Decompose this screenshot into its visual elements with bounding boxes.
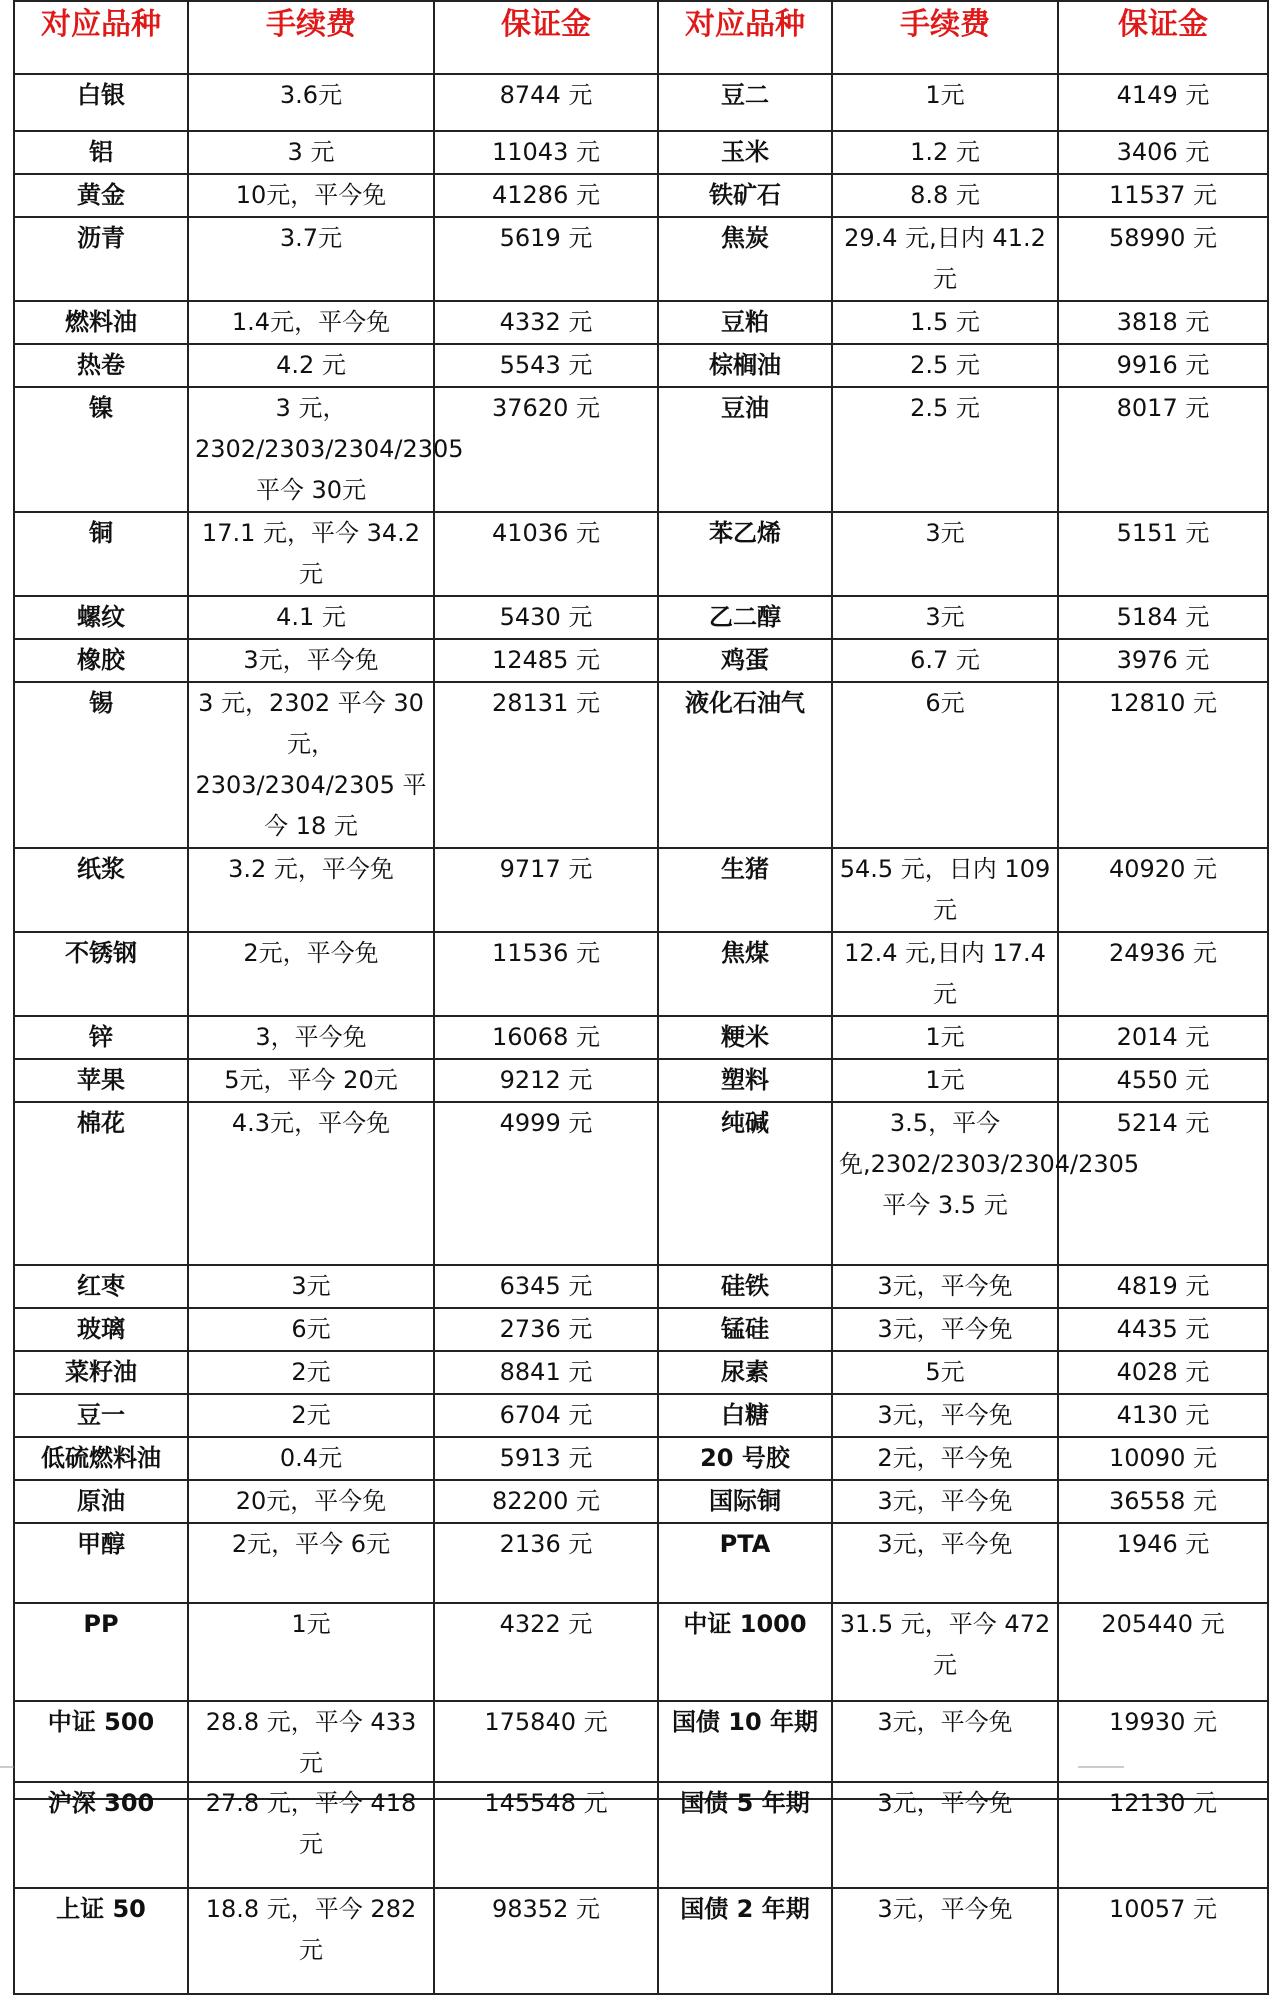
fee-cell: 3.2 元，平今免	[188, 848, 434, 932]
margin-cell: 10090 元	[1058, 1437, 1268, 1480]
fee-cell: 3元	[188, 1265, 434, 1308]
margin-cell: 36558 元	[1058, 1480, 1268, 1523]
header-margin: 保证金	[1058, 1, 1268, 74]
fee-cell: 3.7元	[188, 217, 434, 301]
product-cell: 焦炭	[658, 217, 832, 301]
fee-cell: 3 元	[188, 131, 434, 174]
product-cell: 国债 10 年期	[658, 1701, 832, 1799]
fee-cell: 31.5 元，平今 472 元	[832, 1603, 1058, 1701]
fee-cell: 3元	[832, 512, 1058, 596]
table-row	[14, 932, 1268, 1016]
product-cell: 白银	[14, 74, 188, 131]
product-cell: 上证 50	[14, 1888, 188, 1994]
margin-cell: 82200 元	[434, 1480, 658, 1523]
fee-cell: 3.6元	[188, 74, 434, 131]
product-cell: 螺纹	[14, 596, 188, 639]
fee-cell: 1.5 元	[832, 301, 1058, 344]
margin-cell: 11043 元	[434, 131, 658, 174]
table-row	[14, 301, 1268, 344]
fee-cell: 4.1 元	[188, 596, 434, 639]
margin-cell: 10057 元	[1058, 1888, 1268, 1994]
margin-cell: 5214 元	[1058, 1102, 1268, 1265]
product-cell: 热卷	[14, 344, 188, 387]
margin-cell: 40920 元	[1058, 848, 1268, 932]
product-cell: 不锈钢	[14, 932, 188, 1016]
product-cell: 尿素	[658, 1351, 832, 1394]
margin-cell: 24936 元	[1058, 932, 1268, 1016]
fee-cell: 6.7 元	[832, 639, 1058, 682]
fee-cell: 3元，平今免	[832, 1308, 1058, 1351]
product-cell: 棉花	[14, 1102, 188, 1265]
fee-cell: 28.8 元，平今 433 元	[188, 1701, 434, 1799]
fee-cell: 5元	[832, 1351, 1058, 1394]
product-cell: 棕榈油	[658, 344, 832, 387]
fee-cell: 3元，平今免	[832, 1888, 1058, 1994]
margin-cell: 6704 元	[434, 1394, 658, 1437]
margin-cell: 5151 元	[1058, 512, 1268, 596]
product-cell: 甲醇	[14, 1523, 188, 1603]
margin-cell: 12485 元	[434, 639, 658, 682]
fee-cell: 3元	[832, 596, 1058, 639]
product-cell: 锰硅	[658, 1308, 832, 1351]
margin-cell: 12810 元	[1058, 682, 1268, 848]
product-cell: 液化石油气	[658, 682, 832, 848]
fee-cell: 1元	[832, 1059, 1058, 1102]
margin-cell: 98352 元	[434, 1888, 658, 1994]
product-cell: 纯碱	[658, 1102, 832, 1265]
margin-cell: 3818 元	[1058, 301, 1268, 344]
margin-cell: 3406 元	[1058, 131, 1268, 174]
table-row	[14, 682, 1268, 848]
margin-cell: 205440 元	[1058, 1603, 1268, 1701]
product-cell: 粳米	[658, 1016, 832, 1059]
table-row	[14, 1102, 1268, 1265]
margin-cell: 11536 元	[434, 932, 658, 1016]
margin-cell: 1946 元	[1058, 1523, 1268, 1603]
margin-cell: 8841 元	[434, 1351, 658, 1394]
margin-cell: 8017 元	[1058, 387, 1268, 512]
table-row	[14, 1265, 1268, 1308]
fee-cell: 1元	[832, 74, 1058, 131]
product-cell: 红枣	[14, 1265, 188, 1308]
fee-cell: 3 元，2302/2303/2304/2305 平今 30元	[188, 387, 434, 512]
fee-cell: 20元，平今免	[188, 1480, 434, 1523]
table-row	[14, 1059, 1268, 1102]
table-row	[14, 1437, 1268, 1480]
fee-cell: 8.8 元	[832, 174, 1058, 217]
table-row	[14, 1523, 1268, 1603]
table-row	[14, 848, 1268, 932]
margin-cell: 4819 元	[1058, 1265, 1268, 1308]
table-header-row	[14, 1, 1268, 74]
margin-cell: 3976 元	[1058, 639, 1268, 682]
table-row	[14, 1016, 1268, 1059]
margin-cell: 9212 元	[434, 1059, 658, 1102]
margin-cell: 4149 元	[1058, 74, 1268, 131]
margin-cell: 4550 元	[1058, 1059, 1268, 1102]
fee-cell: 4.2 元	[188, 344, 434, 387]
product-cell: 铜	[14, 512, 188, 596]
product-cell: 玻璃	[14, 1308, 188, 1351]
table-row	[14, 387, 1268, 512]
margin-cell: 145548 元	[434, 1782, 658, 1888]
margin-cell: 12130 元	[1058, 1782, 1268, 1888]
product-cell: 豆粕	[658, 301, 832, 344]
fee-cell: 17.1 元，平今 34.2 元	[188, 512, 434, 596]
fee-cell: 3元，平今免	[832, 1701, 1058, 1799]
header-product: 对应品种	[14, 1, 188, 74]
product-cell: 铝	[14, 131, 188, 174]
product-cell: 白糖	[658, 1394, 832, 1437]
table-row	[14, 1603, 1268, 1701]
fee-cell: 1元	[832, 1016, 1058, 1059]
margin-cell: 9916 元	[1058, 344, 1268, 387]
fee-cell: 1.2 元	[832, 131, 1058, 174]
fee-cell: 3元，平今免	[832, 1265, 1058, 1308]
table-row	[14, 596, 1268, 639]
margin-cell: 9717 元	[434, 848, 658, 932]
table-row	[14, 174, 1268, 217]
fee-cell: 1元	[188, 1603, 434, 1701]
product-cell: 沥青	[14, 217, 188, 301]
product-cell: 乙二醇	[658, 596, 832, 639]
fee-cell: 2元	[188, 1351, 434, 1394]
fee-cell: 54.5 元，日内 109 元	[832, 848, 1058, 932]
product-cell: 黄金	[14, 174, 188, 217]
fee-cell: 2.5 元	[832, 387, 1058, 512]
margin-cell: 4435 元	[1058, 1308, 1268, 1351]
product-cell: 20 号胶	[658, 1437, 832, 1480]
fee-cell: 18.8 元，平今 282 元	[188, 1888, 434, 1994]
product-cell: 锌	[14, 1016, 188, 1059]
margin-cell: 37620 元	[434, 387, 658, 512]
margin-cell: 41036 元	[434, 512, 658, 596]
margin-cell: 5913 元	[434, 1437, 658, 1480]
header-product: 对应品种	[658, 1, 832, 74]
product-cell: 中证 1000	[658, 1603, 832, 1701]
product-cell: 国际铜	[658, 1480, 832, 1523]
fee-cell: 2.5 元	[832, 344, 1058, 387]
fee-cell: 3 元，2302 平今 30 元，2303/2304/2305 平今 18 元	[188, 682, 434, 848]
product-cell: 豆一	[14, 1394, 188, 1437]
fee-cell: 29.4 元,日内 41.2 元	[832, 217, 1058, 301]
fee-cell: 3，平今免	[188, 1016, 434, 1059]
fee-cell: 3.5，平今免,2302/2303/2304/2305 平今 3.5 元	[832, 1102, 1058, 1265]
margin-cell: 175840 元	[434, 1701, 658, 1799]
fee-cell: 27.8 元，平今 418 元	[188, 1782, 434, 1888]
header-margin: 保证金	[434, 1, 658, 74]
fee-cell: 12.4 元,日内 17.4 元	[832, 932, 1058, 1016]
product-cell: 原油	[14, 1480, 188, 1523]
product-cell: 塑料	[658, 1059, 832, 1102]
product-cell: 硅铁	[658, 1265, 832, 1308]
product-cell: 豆油	[658, 387, 832, 512]
margin-cell: 4332 元	[434, 301, 658, 344]
margin-cell: 6345 元	[434, 1265, 658, 1308]
fee-cell: 6元	[832, 682, 1058, 848]
table-row	[14, 1480, 1268, 1523]
margin-cell: 4322 元	[434, 1603, 658, 1701]
product-cell: 苹果	[14, 1059, 188, 1102]
product-cell: 菜籽油	[14, 1351, 188, 1394]
fee-cell: 2元，平今免	[188, 932, 434, 1016]
fee-cell: 3元，平今免	[832, 1480, 1058, 1523]
product-cell: 国债 2 年期	[658, 1888, 832, 1994]
product-cell: 沪深 300	[14, 1782, 188, 1888]
fee-cell: 2元，平今 6元	[188, 1523, 434, 1603]
header-fee: 手续费	[188, 1, 434, 74]
product-cell: 生猪	[658, 848, 832, 932]
product-cell: 鸡蛋	[658, 639, 832, 682]
fee-cell: 0.4元	[188, 1437, 434, 1480]
product-cell: 焦煤	[658, 932, 832, 1016]
product-cell: PP	[14, 1603, 188, 1701]
fee-cell: 4.3元，平今免	[188, 1102, 434, 1265]
product-cell: 铁矿石	[658, 174, 832, 217]
margin-cell: 58990 元	[1058, 217, 1268, 301]
margin-cell: 16068 元	[434, 1016, 658, 1059]
table-row	[14, 344, 1268, 387]
fee-cell: 3元，平今免	[188, 639, 434, 682]
margin-cell: 5184 元	[1058, 596, 1268, 639]
fee-cell: 2元，平今免	[832, 1437, 1058, 1480]
margin-cell: 5430 元	[434, 596, 658, 639]
table-row	[14, 1888, 1268, 1994]
margin-cell: 4130 元	[1058, 1394, 1268, 1437]
table-row	[14, 131, 1268, 174]
product-cell: 中证 500	[14, 1701, 188, 1799]
margin-cell: 8744 元	[434, 74, 658, 131]
table-row	[14, 217, 1268, 301]
table-row	[14, 639, 1268, 682]
table-row	[14, 512, 1268, 596]
header-fee: 手续费	[832, 1, 1058, 74]
product-cell: 纸浆	[14, 848, 188, 932]
fee-cell: 2元	[188, 1394, 434, 1437]
margin-cell: 2014 元	[1058, 1016, 1268, 1059]
fee-cell: 5元，平今 20元	[188, 1059, 434, 1102]
product-cell: 玉米	[658, 131, 832, 174]
product-cell: 橡胶	[14, 639, 188, 682]
product-cell: 豆二	[658, 74, 832, 131]
fee-cell: 1.4元，平今免	[188, 301, 434, 344]
margin-cell: 4999 元	[434, 1102, 658, 1265]
fee-cell: 10元，平今免	[188, 174, 434, 217]
margin-cell: 5619 元	[434, 217, 658, 301]
fee-cell: 3元，平今免	[832, 1523, 1058, 1603]
table-row	[14, 1351, 1268, 1394]
fee-margin-table-continued	[13, 1781, 1269, 1995]
fee-cell: 3元，平今免	[832, 1394, 1058, 1437]
margin-cell: 28131 元	[434, 682, 658, 848]
margin-cell: 11537 元	[1058, 174, 1268, 217]
product-cell: 燃料油	[14, 301, 188, 344]
product-cell: 镍	[14, 387, 188, 512]
fee-cell: 6元	[188, 1308, 434, 1351]
table-row	[14, 1308, 1268, 1351]
margin-cell: 19930 元	[1058, 1701, 1268, 1799]
product-cell: 苯乙烯	[658, 512, 832, 596]
table-row	[14, 1782, 1268, 1888]
margin-cell: 4028 元	[1058, 1351, 1268, 1394]
margin-cell: 2136 元	[434, 1523, 658, 1603]
margin-cell: 41286 元	[434, 174, 658, 217]
fee-cell: 3元，平今免	[832, 1782, 1058, 1888]
product-cell: 国债 5 年期	[658, 1782, 832, 1888]
fee-margin-table	[13, 0, 1269, 1800]
page-break-marks	[0, 1765, 1280, 1781]
product-cell: 锡	[14, 682, 188, 848]
margin-cell: 5543 元	[434, 344, 658, 387]
table-row	[14, 1394, 1268, 1437]
table-row	[14, 74, 1268, 131]
margin-cell: 2736 元	[434, 1308, 658, 1351]
product-cell: 低硫燃料油	[14, 1437, 188, 1480]
product-cell: PTA	[658, 1523, 832, 1603]
